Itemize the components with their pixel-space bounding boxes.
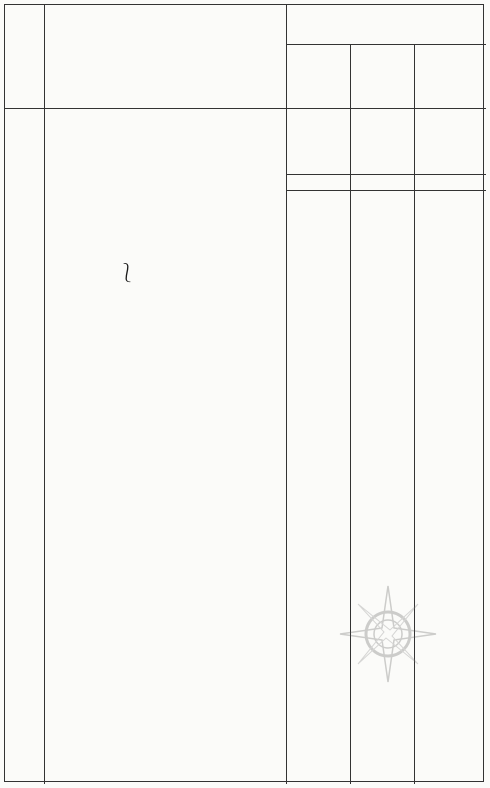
column-divider (286, 4, 287, 784)
brace-mark: ⎱ (118, 263, 136, 284)
column-divider (44, 4, 45, 784)
number-column-header (10, 14, 40, 106)
header-bottom-rule (4, 108, 486, 109)
subtotal-row (4, 176, 484, 191)
subtotal-rule (286, 174, 486, 175)
header-divider (286, 44, 486, 45)
library-stamp-icon (338, 584, 438, 684)
subtotal-rule (286, 190, 486, 191)
